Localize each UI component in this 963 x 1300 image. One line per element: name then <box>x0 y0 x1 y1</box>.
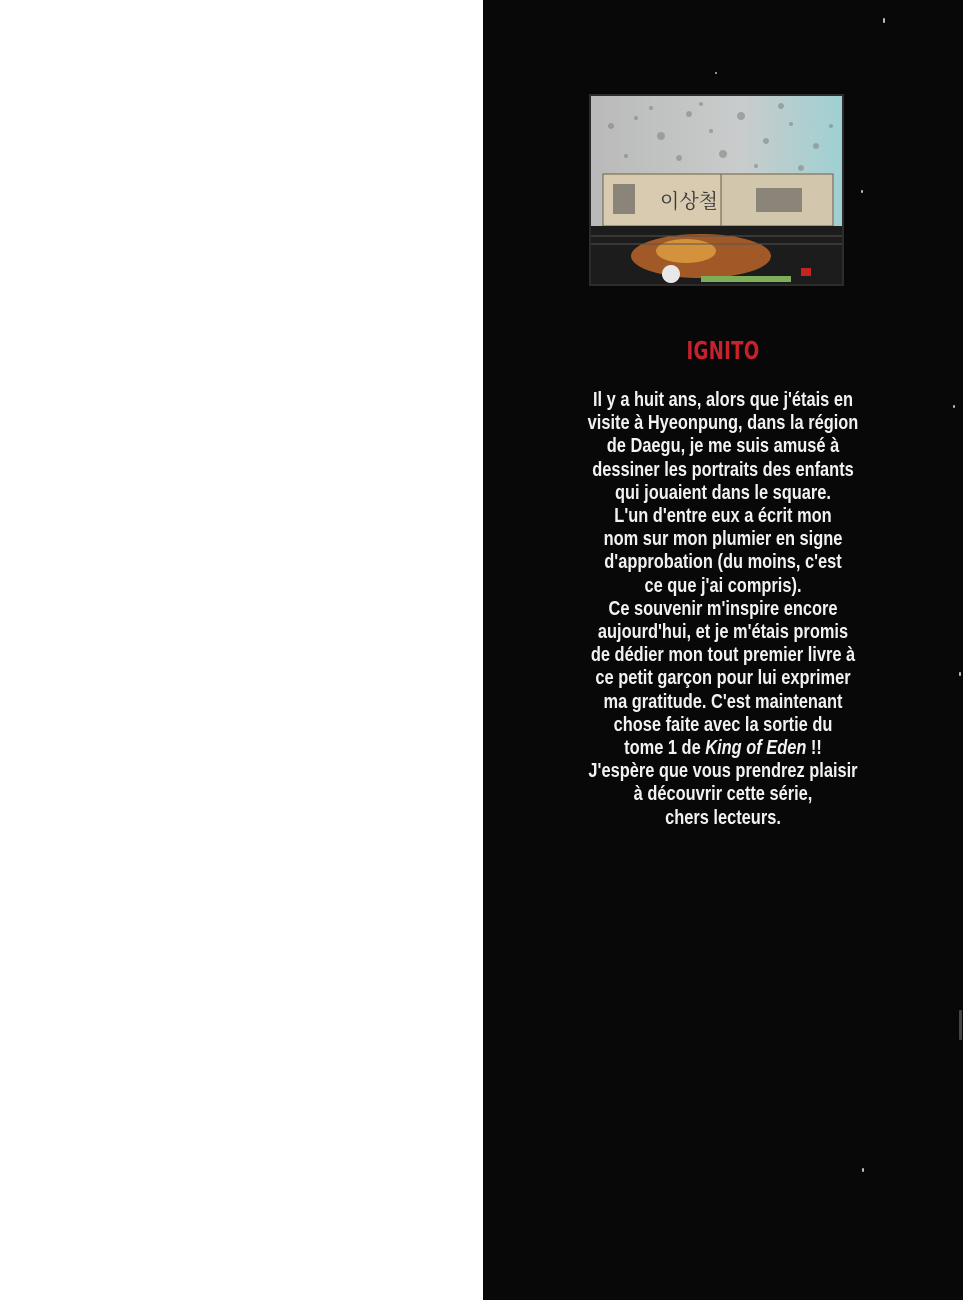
bio-line: nom sur mon plumier en signe <box>603 527 843 551</box>
bio-line: chose faite avec la sortie du <box>613 712 833 736</box>
bio-line: J'espère que vous prendrez plaisir <box>588 759 858 783</box>
bio-line: visite à Hyeonpung, dans la région <box>587 411 859 435</box>
dust-speck <box>883 18 885 23</box>
dust-speck <box>715 72 717 74</box>
author-name: IGNITO <box>686 336 760 365</box>
bio-line: à découvrir cette série, <box>633 782 813 806</box>
book-spines <box>603 174 833 226</box>
bio-line: Ce souvenir m'inspire encore <box>608 596 838 620</box>
bio-line: Il y a huit ans, alors que j'étais en <box>592 388 853 411</box>
bio-line: L'un d'entre eux a écrit mon <box>614 504 832 528</box>
book-spine-text: 이상철 <box>660 189 718 213</box>
bio-line-suffix: !! <box>806 736 822 760</box>
bio-line: de dédier mon tout premier livre à <box>590 643 856 667</box>
dust-speck <box>862 1168 864 1172</box>
bio-line: de Daegu, je me suis amusé à <box>606 434 840 458</box>
bio-line: chers lecteurs. <box>665 805 781 829</box>
bio-line-book-title <box>531 736 915 759</box>
bio-line-prefix: tome 1 de <box>624 736 706 760</box>
bio-line: ma gratitude. C'est maintenant <box>603 689 843 713</box>
book-title: King of Eden <box>705 736 807 760</box>
author-photo-image <box>591 96 842 284</box>
author-bio <box>483 388 963 829</box>
bio-line: qui jouaient dans le square. <box>615 480 831 504</box>
dust-speck <box>959 1010 962 1040</box>
bio-line: aujourd'hui, et je m'étais promis <box>597 620 849 644</box>
bio-line: ce petit garçon pour lui exprimer <box>595 666 851 690</box>
bio-line: ce que j'ai compris). <box>644 573 802 597</box>
author-panel <box>483 0 963 1300</box>
author-photo <box>589 94 844 286</box>
dust-speck <box>861 190 863 193</box>
bio-line: d'approbation (du moins, c'est <box>604 550 842 574</box>
bio-line: dessiner les portraits des enfants <box>592 457 854 481</box>
